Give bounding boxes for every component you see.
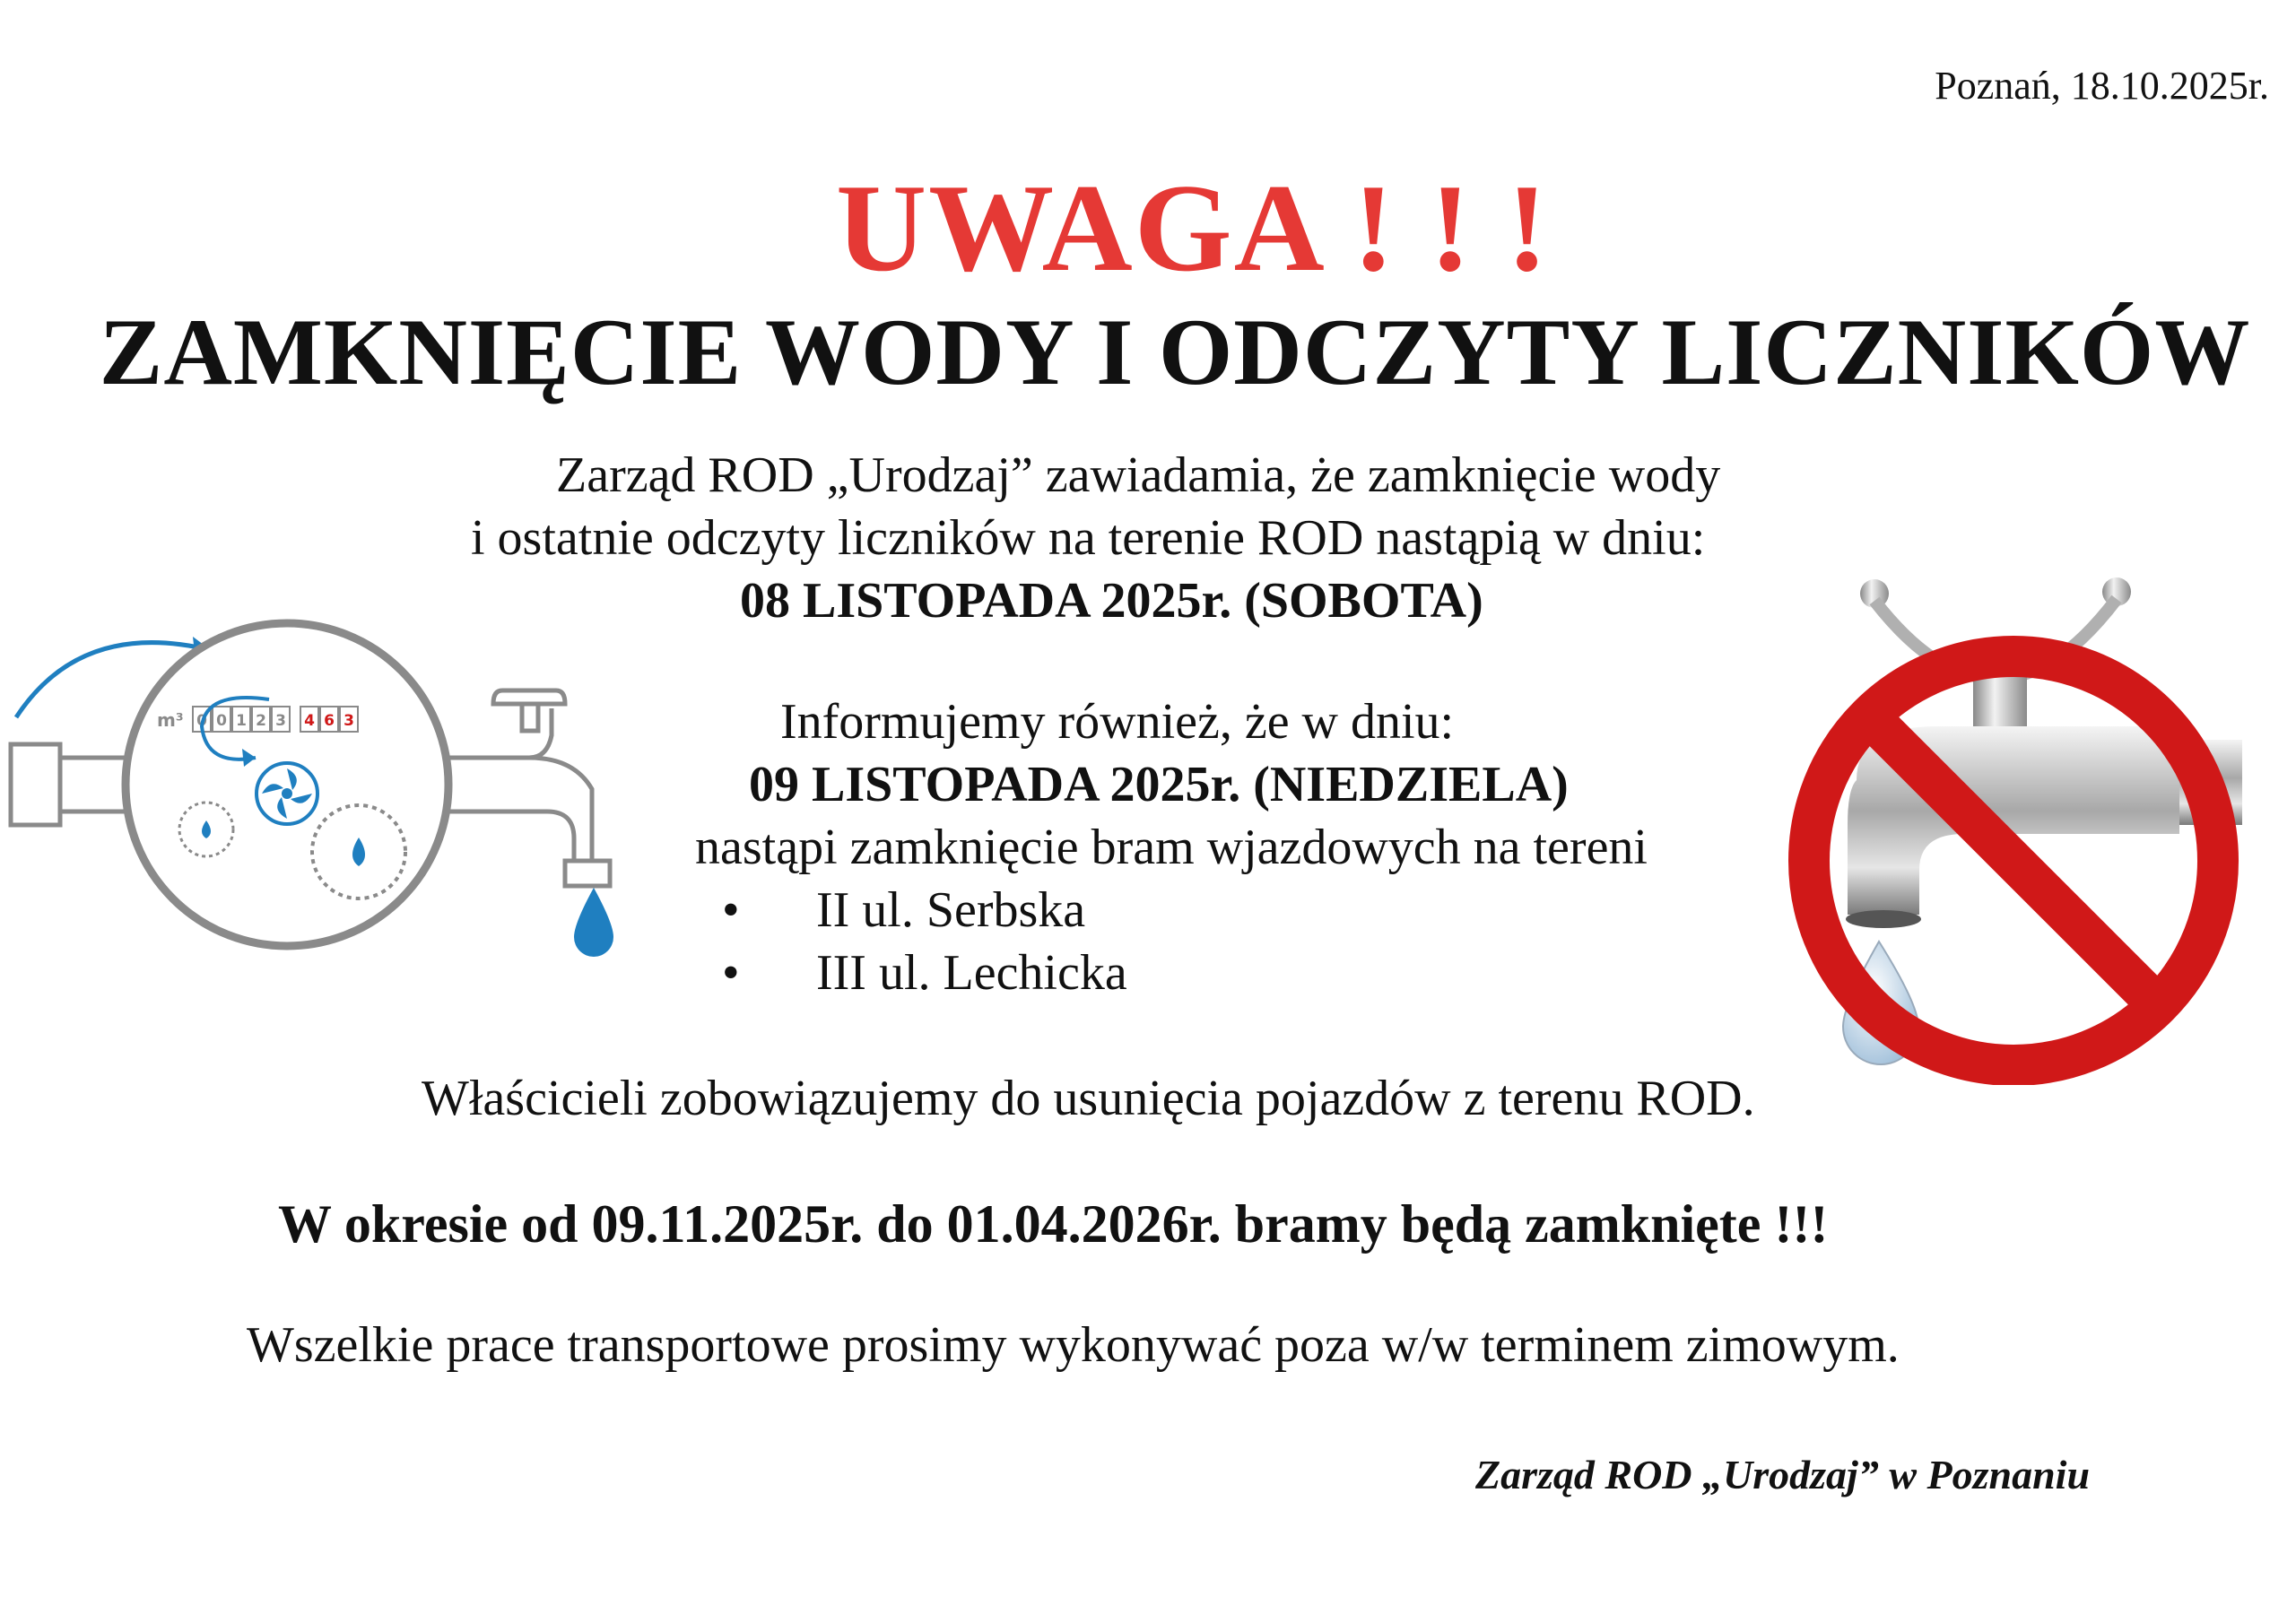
vehicle-removal-note: Właścicieli zobowiązujemy do usunięcia pojazdów z terenu ROD. [422,1071,1755,1126]
announcement-line-4: nastąpi zamknięcie bram wjazdowych na tereni [695,820,1648,875]
meter-unit: m³ [157,709,184,731]
meter-digit: 1 [236,712,247,730]
notice-date: Poznań, 18.10.2025r. [1935,64,2269,108]
gate-closure-period: W okresie od 09.11.2025r. do 01.04.2026r. bramy będą zamknięte !!! [278,1194,1829,1254]
meter-digit: 3 [275,712,286,730]
meter-digit: 2 [256,712,266,730]
water-meter-icon [0,601,646,959]
signature: Zarząd ROD „Urodzaj” w Poznaniu [1475,1452,2091,1497]
water-shutoff-date: 08 LISTOPADA 2025r. (SOBOTA) [740,573,1483,629]
transport-note: Wszelkie prace transportowe prosimy wykonywać poza w/w terminem zimowym. [247,1317,1900,1373]
announcement-line-3: Informujemy również, że w dniu: [780,694,1455,750]
meter-digit: 0 [216,712,227,730]
list-item [718,942,1127,1004]
gate-closure-date: 09 LISTOPADA 2025r. (NIEDZIELA) [749,757,1569,812]
no-water-faucet-icon [1758,574,2260,1085]
area-name: II ul. Serbska [816,882,1086,938]
announcement-line-2: i ostatnie odczyty liczników na terenie ROD nastąpią w dniu: [471,510,1706,566]
area-name: III ul. Lechicka [816,945,1127,1001]
announcement-line-1: Zarząd ROD „Urodzaj” zawiadamia, że zamknięcie wody [556,447,1721,503]
warning-heading: UWAGA ! ! ! [836,159,1550,298]
notice-title: ZAMKNIĘCIE WODY I ODCZYTY LICZNIKÓW [99,299,2251,404]
meter-digit: 6 [324,712,335,730]
bullet: • [722,882,740,938]
list-item [718,879,1127,942]
bullet: • [722,945,740,1001]
meter-digit: 3 [344,712,354,730]
meter-digit: 0 [196,712,207,730]
meter-digit: 4 [304,712,315,730]
area-list [718,879,1127,1004]
